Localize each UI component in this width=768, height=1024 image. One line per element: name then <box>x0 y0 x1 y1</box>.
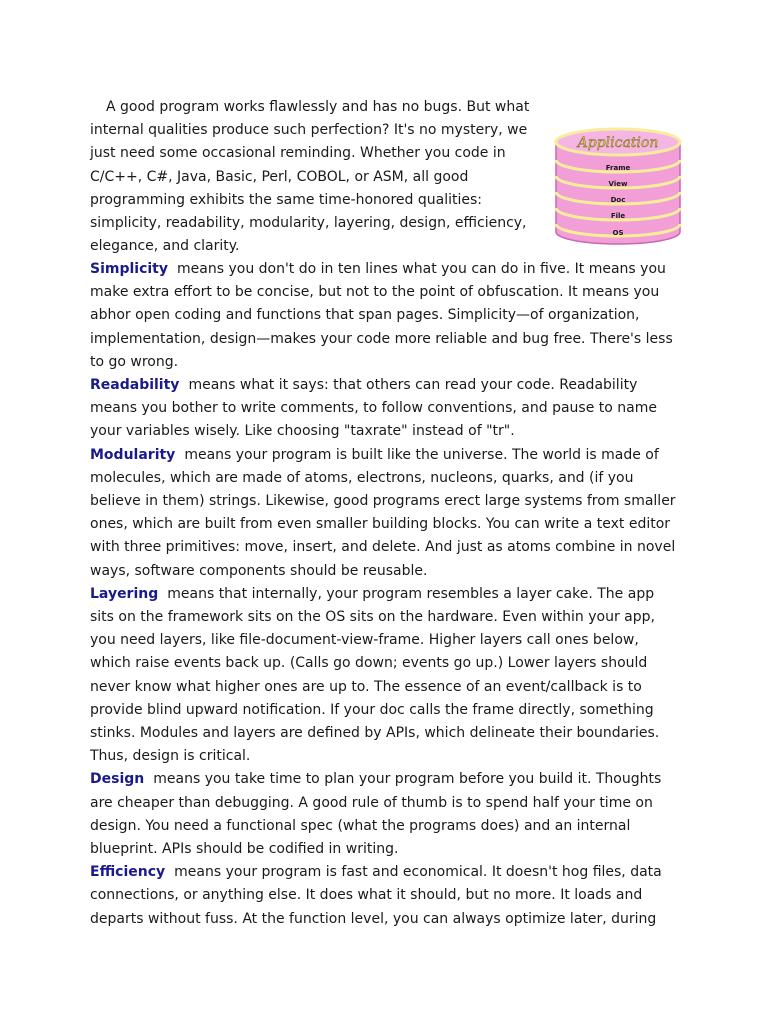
intro-text: A good program works flawlessly and has no bugs. But what internal qualities produce such perfection? It's no mystery, we just need some occasional reminding. Whether you code in C/C++, C#, Java, Basic, Perl, COBOL, or ASM, all good programming exhibits the same time-honored qualities: simplicity, readability, modularity, layering, design, efficiency, elegance, and clarity. <box>90 99 530 255</box>
section-readability <box>90 374 680 444</box>
section-text: means what it says: that others can read your code. Readability means you bother to write comments, to follow conventions, and pause to name your variables wisely. Like choosing "taxrate" instead of "tr". <box>90 377 657 440</box>
cake-top-label: Application <box>577 135 659 151</box>
section-text: means that internally, your program resembles a layer cake. The app sits on the framework sits on the OS sits on the hardware. Even within your app, you need layers, like file-document-view-frame. Higher layers call ones below, which raise events back up. (Calls go down; events go up.) Lower layers should never know what higher ones are up to. The essence of an event/callback is to provide blind upward notification. If your doc calls the frame directly, something stinks. Modules and layers are defined by APIs, which delineate their boundaries. Thus, design is critical. <box>90 585 660 765</box>
layer-cake-illustration <box>552 124 684 246</box>
cake-layer-label-doc: Doc <box>610 196 626 204</box>
cake-layer-label-frame: Frame <box>605 164 631 172</box>
section-text: means you take time to plan your program before you build it. Thoughts are cheaper than debugging. A good rule of thumb is to spend half your time on design. You need a functional spec (what the programs does) and an internal blueprint. APIs should be codified in writing. <box>90 771 662 858</box>
section-design <box>90 768 680 861</box>
term-heading: Readability <box>90 377 180 394</box>
cake-layer-label-view: View <box>608 180 628 188</box>
quality-sections <box>90 258 680 931</box>
section-simplicity <box>90 258 680 374</box>
section-text: means your program is fast and economical. It doesn't hog files, data connections, or anything else. It does what it should, but no more. It loads and departs without fuss. At the function level, you can always optimize later, during <box>90 864 662 927</box>
cake-layer-label-file: File <box>610 212 626 220</box>
term-heading: Layering <box>90 585 159 602</box>
cake-layer-label-os: OS <box>612 229 624 237</box>
section-text: means your program is built like the universe. The world is made of molecules, which are made of atoms, electrons, nucleons, quarks, and (if you believe in them) strings. Likewise, good programs erect large systems from smaller ones, which are built from even smaller building blocks. You can write a text editor with three primitives: move, insert, and delete. And just as atoms combine in novel ways, software components should be reusable. <box>90 446 676 579</box>
intro-paragraph <box>90 96 540 258</box>
section-text: means you don't do in ten lines what you can do in five. It means you make extra effort to be concise, but not to the point of obfuscation. It means you abhor open coding and functions that span pages. Simplicity—of organization, implementation, design—makes your code more reliable and bug free. There's less to go wrong. <box>90 261 673 370</box>
section-layering <box>90 583 680 769</box>
intro-block <box>90 96 680 255</box>
term-heading: Simplicity <box>90 261 169 277</box>
term-heading: Modularity <box>90 446 176 463</box>
section-modularity <box>90 444 680 583</box>
term-heading: Efficiency <box>90 864 166 881</box>
section-efficiency <box>90 861 680 931</box>
document-page <box>90 96 680 931</box>
term-heading: Design <box>90 771 145 788</box>
